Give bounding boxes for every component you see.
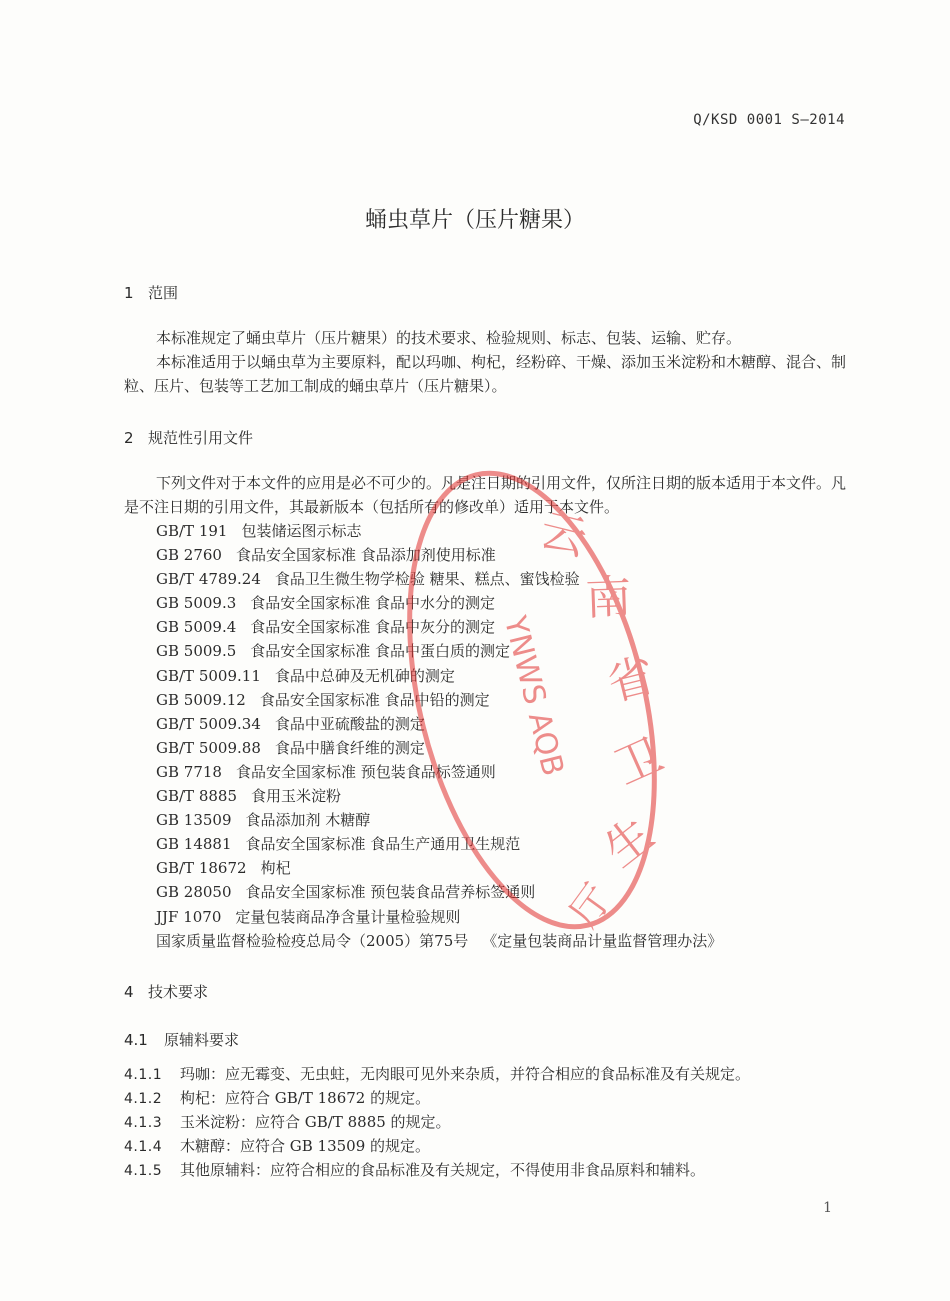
reference-item [156, 784, 722, 808]
reference-item [156, 929, 722, 953]
clause-text: 其他原辅料：应符合相应的食品标准及有关规定，不得使用非食品原料和辅料。 [180, 1161, 706, 1179]
reference-title: 食品中膳食纤维的测定 [274, 738, 425, 757]
clause-text: 木糖醇：应符合 GB 13509 的规定。 [180, 1137, 431, 1155]
reference-item [156, 808, 722, 832]
reference-item [156, 567, 722, 591]
reference-item [156, 905, 722, 929]
clause-number: 4.1.5 [124, 1163, 163, 1179]
reference-code: GB 14881 [156, 835, 232, 854]
document-title: 蛹虫草片（压片糖果） [364, 208, 585, 233]
reference-code: GB 5009.5 [156, 642, 237, 661]
reference-title: 食品安全国家标准 预包装食品标签通则 [235, 762, 496, 781]
reference-code: GB/T 18672 [156, 859, 247, 878]
reference-item [156, 591, 722, 615]
stamp-outer-text: 省 [602, 647, 660, 712]
clause-number: 4.1.2 [124, 1091, 163, 1107]
reference-item [156, 880, 722, 904]
clause-number: 4.1.3 [124, 1115, 163, 1131]
reference-item [156, 688, 722, 712]
reference-title: 食品中总砷及无机砷的测定 [274, 666, 455, 685]
reference-code: GB 28050 [156, 883, 232, 902]
reference-code: GB 13509 [156, 811, 232, 830]
reference-item [156, 543, 722, 567]
reference-title: 枸杞 [260, 859, 291, 878]
reference-code: GB/T 191 [156, 522, 228, 540]
clause-item [124, 1110, 750, 1134]
reference-title: 食品安全国家标准 食品添加剂使用标准 [235, 546, 496, 565]
section-1-heading [124, 282, 178, 303]
section-title: 技术要求 [148, 983, 209, 1001]
clause-number: 4.1.1 [124, 1067, 163, 1083]
reference-title: 食品安全国家标准 食品中铅的测定 [259, 690, 490, 709]
section-number: 1 [124, 284, 134, 302]
stamp-outer-text: 南 [584, 569, 633, 626]
reference-code: GB/T 5009.34 [156, 714, 261, 733]
subsection-title: 原辅料要求 [164, 1031, 240, 1049]
reference-item [156, 615, 722, 639]
reference-code: GB/T 8885 [156, 787, 238, 806]
section-title: 规范性引用文件 [148, 429, 254, 447]
normative-intro: 下列文件对于本文件的应用是必不可少的。凡是注日期的引用文件，仅所注日期的版本适用于本文件。凡是不注日期的引用文件，其最新版本（包括所有的修改单）适用于本文件。 [124, 474, 847, 516]
reference-code: GB 5009.4 [156, 618, 237, 637]
clause-item [124, 1062, 750, 1086]
section-4-1-heading [124, 1029, 239, 1050]
reference-list [156, 519, 722, 953]
reference-item [156, 664, 722, 688]
reference-code: 国家质量监督检验检疫总局令（2005）第75号 [156, 931, 469, 950]
reference-title: 定量包装商品净含量计量检验规则 [235, 907, 461, 926]
reference-item [156, 832, 722, 856]
reference-item [156, 639, 722, 663]
standard-code: Q/KSD 0001 S—2014 [693, 112, 845, 128]
stamp-inner-text: YNWS AQB [496, 612, 571, 780]
page-number: 1 [823, 1200, 832, 1216]
scope-paragraph-2: 本标准适用于以蛹虫草为主要原料，配以玛咖、枸杞，经粉碎、干燥、添加玉米淀粉和木糖醇、混合、制粒、压片、包装等工艺加工制成的蛹虫草片（压片糖果）。 [124, 353, 847, 395]
subsection-number: 4.1 [124, 1031, 148, 1049]
stamp-outer-text: 卫 [606, 727, 671, 796]
reference-title: 包装储运图示标志 [241, 522, 362, 540]
clause-text: 枸杞：应符合 GB/T 18672 的规定。 [180, 1089, 431, 1107]
reference-code: GB/T 5009.11 [156, 666, 261, 685]
reference-item [156, 736, 722, 760]
reference-title: 食品中亚硫酸盐的测定 [274, 714, 425, 733]
reference-code: GB/T 4789.24 [156, 570, 261, 589]
reference-title: 食品安全国家标准 食品生产通用卫生规范 [245, 835, 521, 854]
reference-title: 食品添加剂 木糖醇 [245, 811, 371, 830]
reference-item [156, 712, 722, 736]
reference-code: GB 5009.12 [156, 690, 246, 709]
reference-title: 食品安全国家标准 预包装食品营养标签通则 [245, 883, 536, 902]
section-number: 2 [124, 429, 134, 447]
clause-text: 玉米淀粉：应符合 GB/T 8885 的规定。 [180, 1113, 451, 1131]
clause-number: 4.1.4 [124, 1139, 163, 1155]
reference-title: 食用玉米淀粉 [251, 787, 342, 806]
reference-code: JJF 1070 [156, 907, 222, 926]
clause-text: 玛咖：应无霉变、无虫蛀，无肉眼可见外来杂质，并符合相应的食品标准及有关规定。 [180, 1065, 751, 1083]
reference-item [156, 760, 722, 784]
reference-title: 食品安全国家标准 食品中蛋白质的测定 [250, 642, 511, 661]
reference-item [156, 856, 722, 880]
section-4-heading [124, 981, 208, 1002]
stamp-outer-text: 云 [534, 502, 593, 566]
section-number: 4 [124, 983, 134, 1001]
reference-code: GB 2760 [156, 546, 222, 565]
section-2-heading [124, 427, 253, 448]
section-title: 范围 [148, 284, 179, 302]
scope-paragraph-1: 本标准规定了蛹虫草片（压片糖果）的技术要求、检验规则、标志、包装、运输、贮存。 [156, 329, 742, 347]
clause-list [124, 1062, 750, 1182]
reference-title: 食品卫生微生物学检验 糖果、糕点、蜜饯检验 [274, 570, 580, 589]
reference-title: 《定量包装商品计量监督管理办法》 [482, 931, 723, 950]
reference-title: 食品安全国家标准 食品中灰分的测定 [250, 618, 496, 637]
stamp-outer-text: 生 [593, 806, 664, 878]
reference-title: 食品安全国家标准 食品中水分的测定 [250, 594, 496, 613]
reference-code: GB 5009.3 [156, 594, 237, 613]
clause-item [124, 1134, 750, 1158]
clause-item [124, 1086, 750, 1110]
reference-code: GB/T 5009.88 [156, 738, 261, 757]
reference-item [156, 519, 722, 543]
stamp-outer-text: 厅 [561, 876, 622, 936]
reference-code: GB 7718 [156, 762, 222, 781]
clause-item [124, 1158, 750, 1182]
